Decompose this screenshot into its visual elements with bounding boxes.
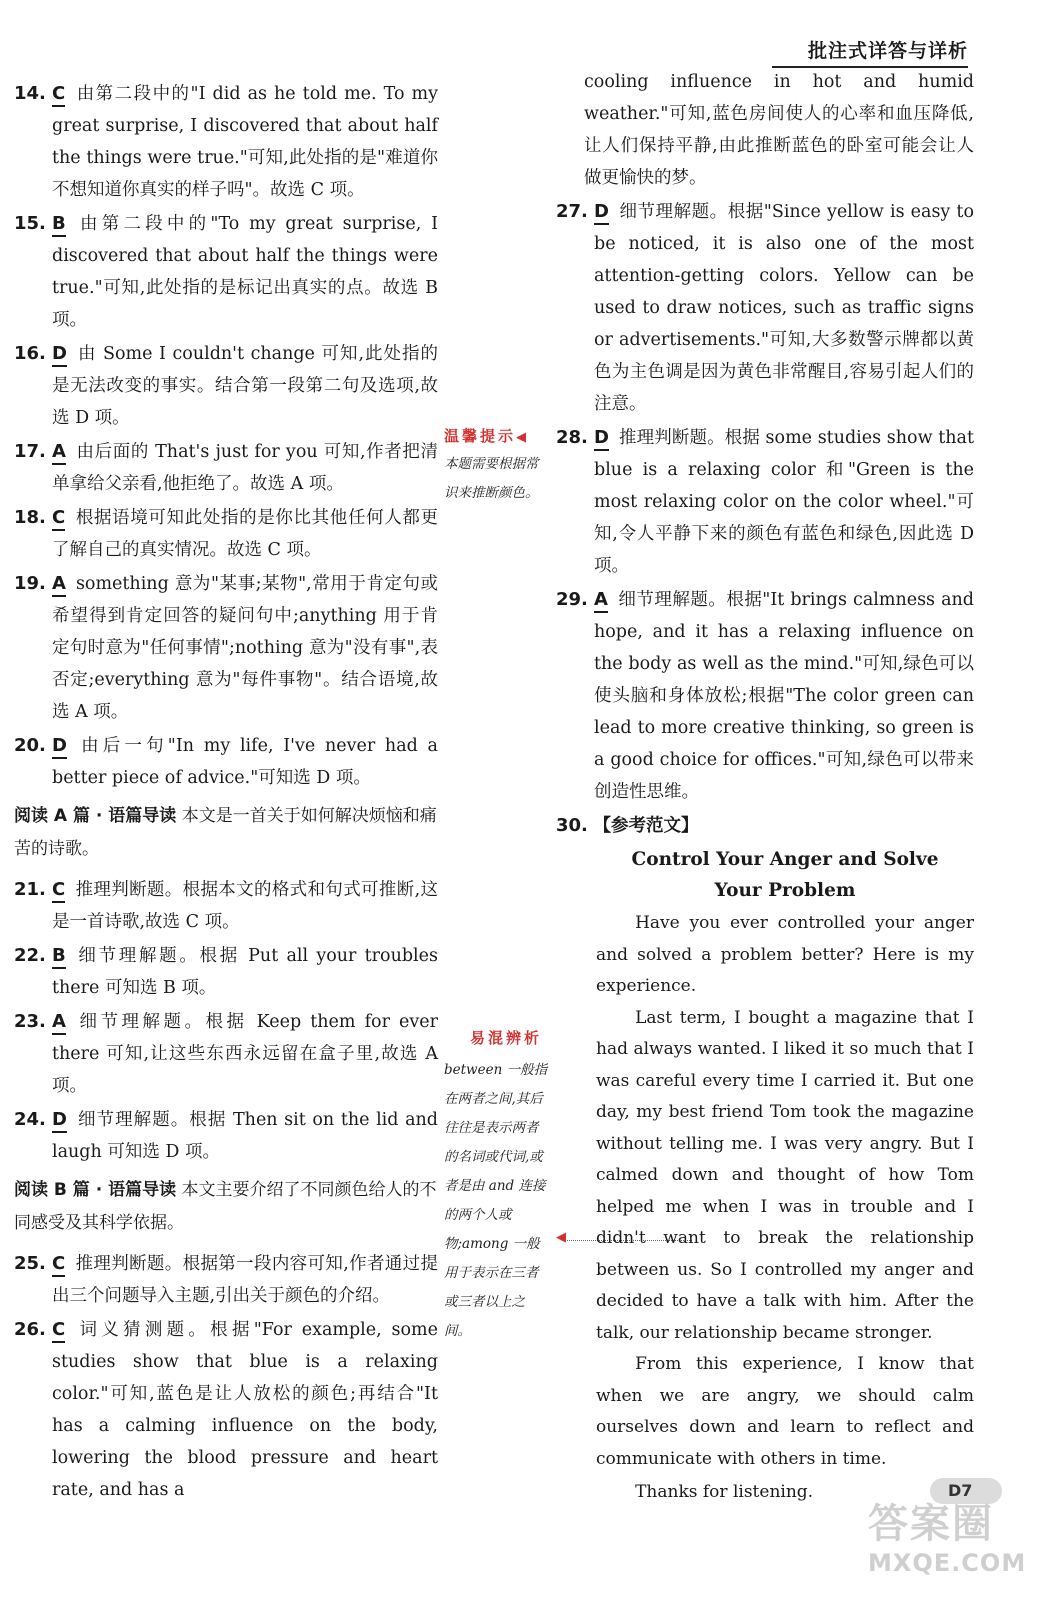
tip-confusable [444, 1026, 560, 1346]
tip-confusable-text: between 一般指在两者之间,其后往往是表示两者的名词或代词,或者是由 and 连接的两个人或物;among 一般用于表示在三者或三者以上之间。 [444, 1062, 548, 1339]
answer-item [14, 874, 438, 938]
answer-item [14, 208, 438, 336]
section-b-label: 阅读 B 篇 · 语篇导读 [14, 1180, 177, 1200]
answer-letter: B [52, 213, 66, 237]
item-number: 28. [556, 427, 588, 448]
answer-letter: B [52, 945, 66, 969]
answer-item [14, 940, 438, 1004]
answer-explanation: 根据语境可知此处指的是你比其他任何人都更了解自己的真实情况。故选 C 项。 [52, 508, 438, 560]
answer-letter: D [594, 201, 609, 225]
section-b-intro [14, 1174, 438, 1240]
answer-item [14, 1104, 438, 1168]
section-b-text: 本文主要介绍了不同颜色给人的不同感受及其科学依据。 [14, 1180, 437, 1233]
answer-explanation: 细节理解题。根据 Then sit on the lid and laugh 可知选 D 项。 [52, 1110, 438, 1162]
answer-letter: D [52, 343, 67, 367]
answer-explanation: 由第二段中的"To my great surprise, I discovered that about half the things were true."可知,此处指的是标记出真实的点。故选 B 项。 [52, 214, 438, 330]
essay-paragraph: Last term, I bought a magazine that I had always wanted. I liked it so much that I was careful every time I carried it. But one day, my best friend Tom took the magazine without telling me. I was very angry. But I calmed down and thought of how Tom helped me when I was in trouble and I didn't want to break the relationship between us. So I controlled my anger and decided to have a talk with him. After the talk, our relationship became stronger. [596, 1007, 974, 1343]
model-essay-label: 【参考范文】 [593, 816, 699, 836]
answer-item [14, 436, 438, 500]
answer-item [14, 1248, 438, 1312]
answer-letter: C [52, 507, 65, 531]
answer-explanation: 词义猜测题。根据"For example, some studies show that blue is a relaxing color."可知,蓝色是让人放松的颜色;再结合"It has a calming influence on the body, lowering the blood pressure and heart rate, and has a [52, 1320, 438, 1500]
item-number: 26. [14, 1319, 46, 1340]
answer-item [14, 78, 438, 206]
page-header-title: 批注式详答与详析 [807, 40, 968, 62]
item-number: 20. [14, 735, 46, 756]
arrow-left-icon: ◀ [516, 430, 530, 445]
watermark-logo: 答案圈 MXQE.COM [868, 1501, 1027, 1577]
item-number: 14. [14, 83, 46, 104]
answer-explanation: 细节理解题。根据"It brings calmness and hope, and it has a relaxing influence on the body as well as the mind."可知,绿色可以使头脑和身体放松;根据"The color green can lead to more creative thinking, so green is a good choice for offices."可知,绿色可以带来创造性思维。 [594, 590, 974, 802]
item-number: 22. [14, 945, 46, 966]
section-a-intro [14, 800, 438, 866]
item-30 [556, 810, 974, 842]
answer-item [14, 502, 438, 566]
answer-letter: D [52, 735, 67, 759]
item-number: 25. [14, 1253, 46, 1274]
pointer-arrow-icon: ◀ [556, 1230, 566, 1245]
tip-warm-reminder [444, 424, 560, 508]
item-number: 30. [556, 815, 588, 836]
item-number: 19. [14, 573, 46, 594]
answer-letter: D [52, 1109, 67, 1133]
answer-item [556, 584, 974, 808]
model-essay [556, 844, 974, 1509]
item-number: 29. [556, 589, 588, 610]
tip-confusable-tag: 易混辨析 [470, 1029, 543, 1047]
answer-letter: C [52, 1319, 65, 1343]
item-number: 27. [556, 201, 588, 222]
item-number: 21. [14, 879, 46, 900]
answer-letter: C [52, 1253, 65, 1277]
answer-explanation: 由后面的 That's just for you 可知,作者把清单拿给父亲看,他拒绝了。故选 A 项。 [52, 442, 438, 494]
essay-paragraph: Thanks for listening. [635, 1482, 814, 1502]
tip-warm-reminder-tag: 温馨提示◀ [444, 427, 530, 445]
section-a-text: 本文是一首关于如何解决烦恼和痛苦的诗歌。 [14, 806, 437, 859]
item-number: 18. [14, 507, 46, 528]
answer-letter: C [52, 83, 65, 107]
essay-title-line-2: Your Problem [714, 880, 856, 901]
item-number: 17. [14, 441, 46, 462]
answer-explanation: 由 Some I couldn't change 可知,此处指的是无法改变的事实。结合第一段第二句及选项,故选 D 项。 [52, 344, 438, 428]
item-number: 15. [14, 213, 46, 234]
answer-item [556, 422, 974, 582]
answer-letter: D [594, 427, 609, 451]
right-column [556, 66, 974, 1509]
answer-explanation: 推理判断题。根据 some studies show that blue is a relaxing color 和"Green is the most relaxing color on the color wheel."可知,令人平静下来的颜色有蓝色和绿色,因此选 D 项。 [594, 428, 974, 576]
answer-item [14, 1006, 438, 1102]
answer-item [14, 568, 438, 728]
answer-item [14, 1314, 438, 1506]
answer-item [14, 730, 438, 794]
answer-explanation: 推理判断题。根据本文的格式和句式可推断,这是一首诗歌,故选 C 项。 [52, 880, 438, 932]
item-number: 23. [14, 1011, 46, 1032]
left-column [14, 78, 438, 1508]
essay-paragraph: From this experience, I know that when we are angry, we should calm ourselves down and learn to reflect and communicate with others in time. [596, 1354, 974, 1469]
answer-item [556, 196, 974, 420]
item-number: 16. [14, 343, 46, 364]
page-number-badge: D7 [930, 1478, 1002, 1504]
section-a-label: 阅读 A 篇 · 语篇导读 [14, 806, 177, 826]
answer-explanation: something 意为"某事;某物",常用于肯定句或希望得到肯定回答的疑问句中;anything 用于肯定句时意为"任何事情";nothing 意为"没有事",表否定;everything 意为"每件事物"。结合语境,故选 A 项。 [52, 574, 438, 722]
item-26-continuation: cooling influence in hot and humid weather."可知,蓝色房间使人的心率和血压降低,让人们保持平静,由此推断蓝色的卧室可能会让人做更愉快的梦。 [584, 72, 974, 188]
answer-explanation: 细节理解题。根据 Keep them for ever there 可知,让这些东西永远留在盒子里,故选 A 项。 [52, 1012, 438, 1096]
tip-warm-reminder-text: 本题需要根据常识来推断颜色。 [444, 456, 539, 501]
answer-explanation: 由后一句"In my life, I've never had a better piece of advice."可知选 D 项。 [52, 736, 438, 788]
answer-letter: A [52, 441, 66, 465]
essay-paragraph: Have you ever controlled your anger and solved a problem better? Here is my experience. [596, 913, 974, 996]
answer-explanation: 由第二段中的"I did as he told me. To my great surprise, I discovered that about half the things were true."可知,此处指的是"难道你不想知道你真实的样子吗"。故选 C 项。 [52, 84, 438, 200]
answer-explanation: 细节理解题。根据"Since yellow is easy to be noticed, it is also one of the most attention-getting colors. Yellow can be used to draw notices, such as traffic signs or advertisements."可知,大多数警示牌都以黄色为主色调是因为黄色非常醒目,容易引起人们的注意。 [594, 202, 974, 414]
answer-letter: A [52, 1011, 66, 1035]
answer-letter: A [594, 589, 608, 613]
answer-explanation: 推理判断题。根据第一段内容可知,作者通过提出三个问题导入主题,引出关于颜色的介绍。 [52, 1254, 438, 1306]
answer-letter: A [52, 573, 66, 597]
answer-letter: C [52, 879, 65, 903]
item-number: 24. [14, 1109, 46, 1130]
answer-item [14, 338, 438, 434]
answer-explanation: 细节理解题。根据 Put all your troubles there 可知选 B 项。 [52, 946, 438, 998]
essay-title-line-1: Control Your Anger and Solve [631, 849, 939, 870]
